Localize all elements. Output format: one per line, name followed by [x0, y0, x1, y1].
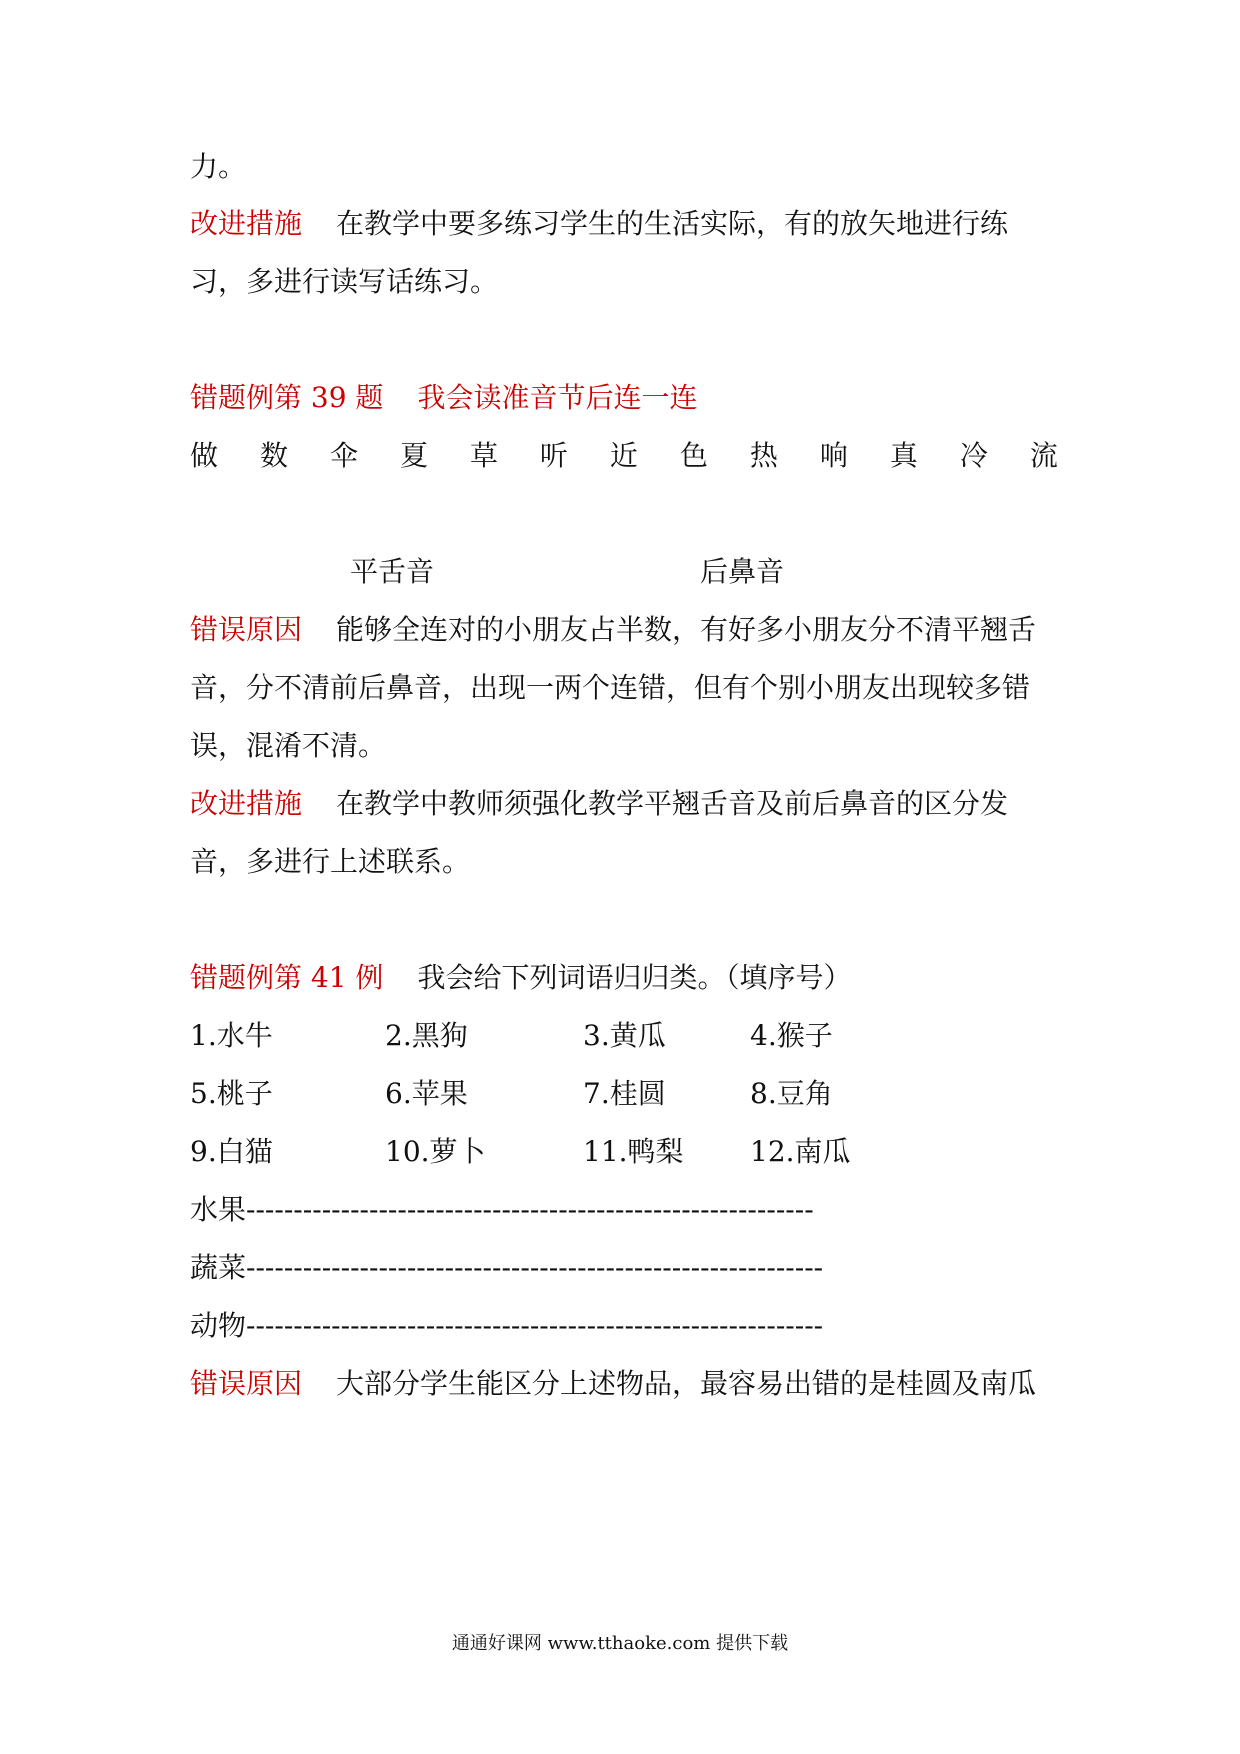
- reason-text-3: 误，混淆不清。: [190, 729, 387, 762]
- q39-label: 错题例第 39 题: [190, 381, 384, 414]
- reason-text-2: 音，分不清前后鼻音，出现一两个连错，但有个别小朋友出现较多错: [190, 671, 1031, 704]
- q39-char: 做: [190, 439, 219, 472]
- q41-prompt: 我会给下列词语归归类。（填序号）: [417, 961, 852, 994]
- q39-char: 草: [469, 439, 498, 472]
- q39-prompt: 我会读准音节后连一连: [417, 381, 698, 414]
- improvement-label: 改进措施: [190, 207, 303, 240]
- q39-reason-paragraph: [190, 613, 1036, 647]
- improvement-text-1: 在教学中要多练习学生的生活实际，有的放矢地进行练: [336, 207, 1009, 240]
- word-item: 7.桂圆: [583, 1077, 666, 1110]
- word-item: 9.白猫: [190, 1135, 273, 1168]
- q41-reason-text-1: 大部分学生能区分上述物品，最容易出错的是桂圆及南瓜: [336, 1367, 1037, 1400]
- improvement-paragraph-1: [190, 207, 1008, 241]
- word-item: 6.苹果: [385, 1077, 468, 1110]
- q39-char: 流: [1029, 439, 1058, 472]
- reason-text-1: 能够全连对的小朋友占半数，有好多小朋友分不清平翘舌: [336, 613, 1037, 646]
- category-back-nasal: 后鼻音: [700, 555, 785, 588]
- reason-label: 错误原因: [190, 1367, 303, 1400]
- q39-char: 响: [819, 439, 848, 472]
- continuation-line: 力。: [190, 150, 247, 183]
- q39-char: 冷: [959, 439, 988, 472]
- word-item: 1.水牛: [190, 1019, 273, 1052]
- q41-reason-paragraph: [190, 1367, 1036, 1401]
- animal-answer-line: 动物-------------------------------------------------------------: [190, 1309, 824, 1342]
- q39-char: 夏: [399, 439, 428, 472]
- category-flat-tongue: 平舌音: [350, 555, 435, 588]
- page-footer: 通通好课网 www.tthaoke.com 提供下载: [451, 1633, 789, 1654]
- word-item: 4.猴子: [750, 1019, 833, 1052]
- q39-char: 近: [609, 439, 638, 472]
- improvement-text-2: 习，多进行读写话练习。: [190, 265, 499, 298]
- q39-character-row: [190, 439, 1058, 473]
- q41-heading: [190, 961, 851, 995]
- q41-label: 错题例第 41 例: [190, 961, 384, 994]
- fix-text-1: 在教学中教师须强化教学平翘舌音及前后鼻音的区分发: [336, 787, 1009, 820]
- q39-char: 数: [259, 439, 288, 472]
- q39-char: 听: [539, 439, 568, 472]
- vegetable-answer-line: 蔬菜-------------------------------------------------------------: [190, 1251, 824, 1284]
- q39-char: 色: [679, 439, 708, 472]
- word-item: 10.萝卜: [385, 1135, 486, 1168]
- q39-char: 热: [749, 439, 778, 472]
- word-item: 8.豆角: [750, 1077, 833, 1110]
- fix-text-2: 音，多进行上述联系。: [190, 845, 471, 878]
- word-item: 3.黄瓜: [583, 1019, 666, 1052]
- q39-heading: [190, 381, 697, 415]
- word-item: 12.南瓜: [750, 1135, 851, 1168]
- word-item: 2.黑狗: [385, 1019, 468, 1052]
- improvement-label: 改进措施: [190, 787, 303, 820]
- fruit-answer-line: 水果------------------------------------------------------------: [190, 1193, 814, 1226]
- q39-char: 真: [889, 439, 918, 472]
- word-item: 11.鸭梨: [583, 1135, 684, 1168]
- reason-label: 错误原因: [190, 613, 303, 646]
- q39-char: 伞: [329, 439, 358, 472]
- word-item: 5.桃子: [190, 1077, 273, 1110]
- q39-fix-paragraph: [190, 787, 1008, 821]
